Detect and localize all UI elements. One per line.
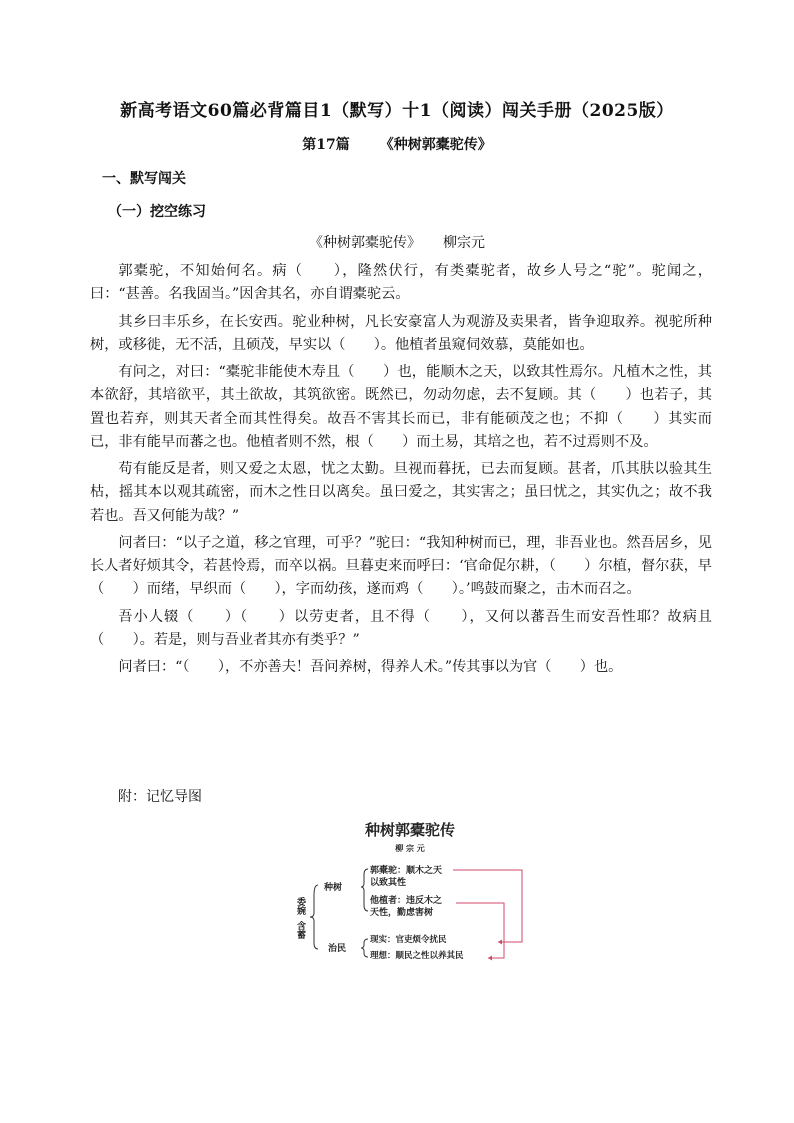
mindmap-connector-lines [453, 870, 522, 961]
mindmap-leaf-4: 理想：顺民之性以养其民 [370, 951, 464, 961]
paragraph-6: 吾小人辍（ ）（ ）以劳吏者，且不得（ ），又何以蕃吾生而安吾性耶？故病且（ ）。若是，则与吾业者其亦有类乎？” [90, 608, 712, 648]
paragraph-2: 其乡曰丰乐乡，在长安西。驼业种树，凡长安豪富人为观游及卖果者，皆争迎取养。视驼所种树，或移徙，无不活，且硕茂，早实以（ ）。他植者虽窥伺效慕，莫能如也。 [90, 313, 712, 353]
mindmap-leaf-1-line-1: 郭橐驼：顺木之天 [370, 866, 443, 876]
mindmap-link-2 [456, 903, 504, 958]
paragraph-3: 有问之，对曰：“橐驼非能使木寿且（ ）也，能顺木之天，以致其性焉尔。凡植木之性，其本欲舒，其培欲平，其土欲故，其筑欲密。既然已，勿动勿虑，去不复顾。其（ ）也若子，其置也若弃，则其天者全而其性得矣。故吾不害其长而已，非有能硕茂之也；不抑（ ）其实而已，非有能早而蕃之也。他植者则不然，根（ ）而土易，其培之也，若不过焉则不及。 [90, 364, 712, 450]
mindmap-brace-main [310, 885, 318, 949]
memory-mindmap [290, 815, 530, 965]
mindmap-author: 柳 宗 元 [395, 844, 425, 853]
article-name: 《种树郭橐驼传》 [379, 137, 492, 153]
paragraph-5: 问者曰：“以子之道，移之官理，可乎？”驼曰：“我知种树而已，理，非吾业也。然吾居乡，见长人者好烦其令，若甚怜焉，而卒以祸。旦暮吏来而呼曰：‘官命促尔耕，（ ）尔植，督尔获，早（ ）而绪，早织而（ ），字而幼孩，遂而鸡（ ）。’鸣鼓而聚之，击木而召之。 [90, 534, 712, 598]
mindmap-side-label-2: 含蓄 [295, 921, 305, 939]
attachment-label: 附：记忆导图 [118, 789, 202, 805]
document-title: 新高考语文60篇必背篇目1（默写）十1（阅读）闯关手册（2025版） [120, 101, 674, 121]
mindmap-arrow-1 [498, 940, 502, 945]
mindmap-branch-2: 治民 [328, 944, 347, 954]
mindmap-side-label-1: 委婉 [295, 897, 305, 915]
mindmap-leaf-2-line-1: 他植者：违反木之 [370, 896, 443, 906]
paragraph-4: 苟有能反是者，则又爱之太恩，忧之太勤。旦视而暮抚，已去而复顾。甚者，爪其肤以验其生枯，摇其本以观其疏密，而木之性日以离矣。虽曰爱之，其实害之；虽曰忧之，其实仇之；故不我若也。吾又何能为哉？” [90, 461, 712, 524]
article-heading [0, 134, 794, 154]
text-title: 《种树郭橐驼传》 [309, 235, 421, 251]
mindmap-brace-branch-2 [361, 939, 368, 957]
mindmap-branch-1: 种树 [324, 883, 343, 893]
mindmap-leaf-1-line-2: 以致其性 [370, 878, 407, 888]
text-heading [0, 232, 794, 252]
passage-body [90, 260, 712, 684]
mindmap-brace-branch-1 [361, 869, 368, 911]
text-author: 柳宗元 [443, 235, 485, 251]
paragraph-1: 郭橐驼，不知始何名。病（ ），隆然伏行，有类橐驼者，故乡人号之“驼”。驼闻之，曰：“甚善。名我固当。”因舍其名，亦自谓橐驼云。 [90, 263, 712, 303]
mindmap-leaf-2-line-2: 天性，勤虑害树 [370, 908, 434, 918]
mindmap-link-1 [453, 870, 522, 942]
paragraph-7: 问者曰：“（ ），不亦善夫！吾问养树，得养人术。”传其事以为官（ ）也。 [118, 659, 623, 676]
article-number: 第17篇 [302, 137, 350, 153]
mindmap-leaf-3: 现实：官吏烦令扰民 [370, 935, 447, 945]
mindmap-arrow-2 [488, 956, 492, 961]
mindmap-title: 种树郭橐驼传 [364, 821, 456, 839]
subsection-heading: （一）挖空练习 [108, 204, 206, 220]
section-heading: 一、默写闯关 [102, 171, 186, 187]
